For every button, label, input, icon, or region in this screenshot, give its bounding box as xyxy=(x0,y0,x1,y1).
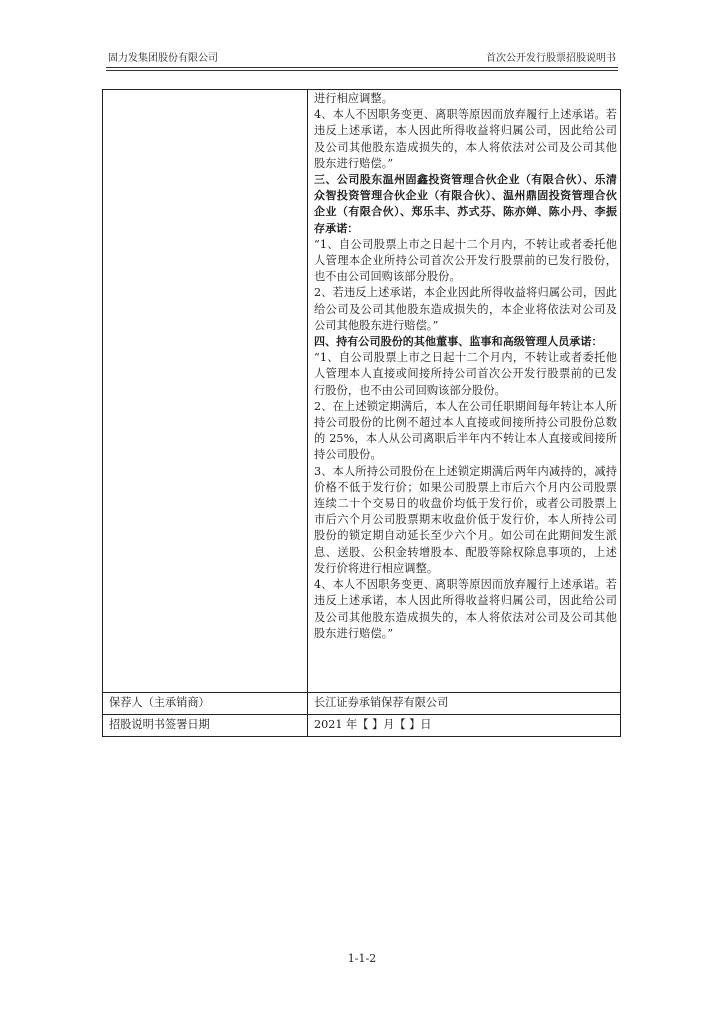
header-rule-thick xyxy=(106,67,618,68)
commitment-section-heading: 四、持有公司股份的其他董事、监事和高级管理人员承诺： xyxy=(314,335,603,349)
sponsor-label: 保荐人（主承销商） xyxy=(109,696,210,709)
commitments-cell xyxy=(314,91,617,642)
header-rule-thin xyxy=(106,70,618,71)
info-table xyxy=(102,89,621,737)
commitment-section-heading: 三、公司股东温州固鑫投资管理合伙企业（有限合伙）、乐清众智投资管理合伙企业（有限合伙）、温州鼎固投资管理合伙企业（有限合伙）、郑乐丰、苏式芬、陈亦婵、陈小丹、李振存承诺： xyxy=(314,173,617,235)
commitment-paragraph: “1、自公司股票上市之日起十二个月内，不转让或者委托他人管理本人直接或间接所持公司首次公开发行股票前的已发行股份，也不由公司回购该部分股份。 xyxy=(314,351,617,397)
header-document-title: 首次公开发行股票招股说明书 xyxy=(486,53,616,64)
commitment-paragraph: 4、本人不因职务变更、离职等原因而放弃履行上述承诺。若违反上述承诺，本人因此所得收益将归属公司，因此给公司及公司其他股东造成损失的，本人将依法对公司及公司其他股东进行赔偿。” xyxy=(314,108,617,170)
commitment-paragraph: 2、若违反上述承诺，本企业因此所得收益将归属公司，因此给公司及公司其他股东造成损失的，本企业将依法对公司及公司其他股东进行赔偿。” xyxy=(314,286,617,332)
page-header xyxy=(108,52,616,66)
page-number: 1-1-2 xyxy=(347,952,377,965)
commitment-paragraph: 2、在上述锁定期满后，本人在公司任职期间每年转让本人所持公司股份的比例不超过本人直接或间接所持公司股份总数的 25%，本人从公司离职后半年内不转让本人直接或间接所持公司股份。 xyxy=(314,399,617,462)
commitment-paragraph: “1、自公司股票上市之日起十二个月内，不转让或者委托他人管理本企业所持公司首次公开发行股票前的已发行股份，也不由公司回购该部分股份。 xyxy=(314,237,617,284)
commitment-paragraph: 进行相应调整。 xyxy=(314,92,394,105)
signing-date-label: 招股说明书签署日期 xyxy=(109,718,210,731)
sponsor-value: 长江证券承销保荐有限公司 xyxy=(314,696,449,709)
commitment-paragraph: 4、本人不因职务变更、离职等原因而放弃履行上述承诺。若违反上述承诺，本人因此所得收益将归属公司，因此给公司及公司其他股东造成损失的，本人将依法对公司及公司其他股东进行赔偿。” xyxy=(314,578,617,640)
table-column-divider xyxy=(307,90,308,736)
commitment-paragraph: 3、本人所持公司股份在上述锁定期满后两年内减持的，减持价格不低于发行价；如果公司股票上市后六个月内公司股票连续二十个交易日的收盘价均低于发行价，或者公司股票上市后六个月公司股票期末收盘价低于发行价，本人所持公司股份的锁定期自动延长至少六个月。如公司在此期间发生派息、送股、公积金转增股本、配股等除权除息事项的，上述发行价将进行相应调整。 xyxy=(314,464,617,575)
signing-date-value: 2021 年【 】月【 】日 xyxy=(314,718,432,731)
header-company-name: 固力发集团股份有限公司 xyxy=(108,53,218,64)
